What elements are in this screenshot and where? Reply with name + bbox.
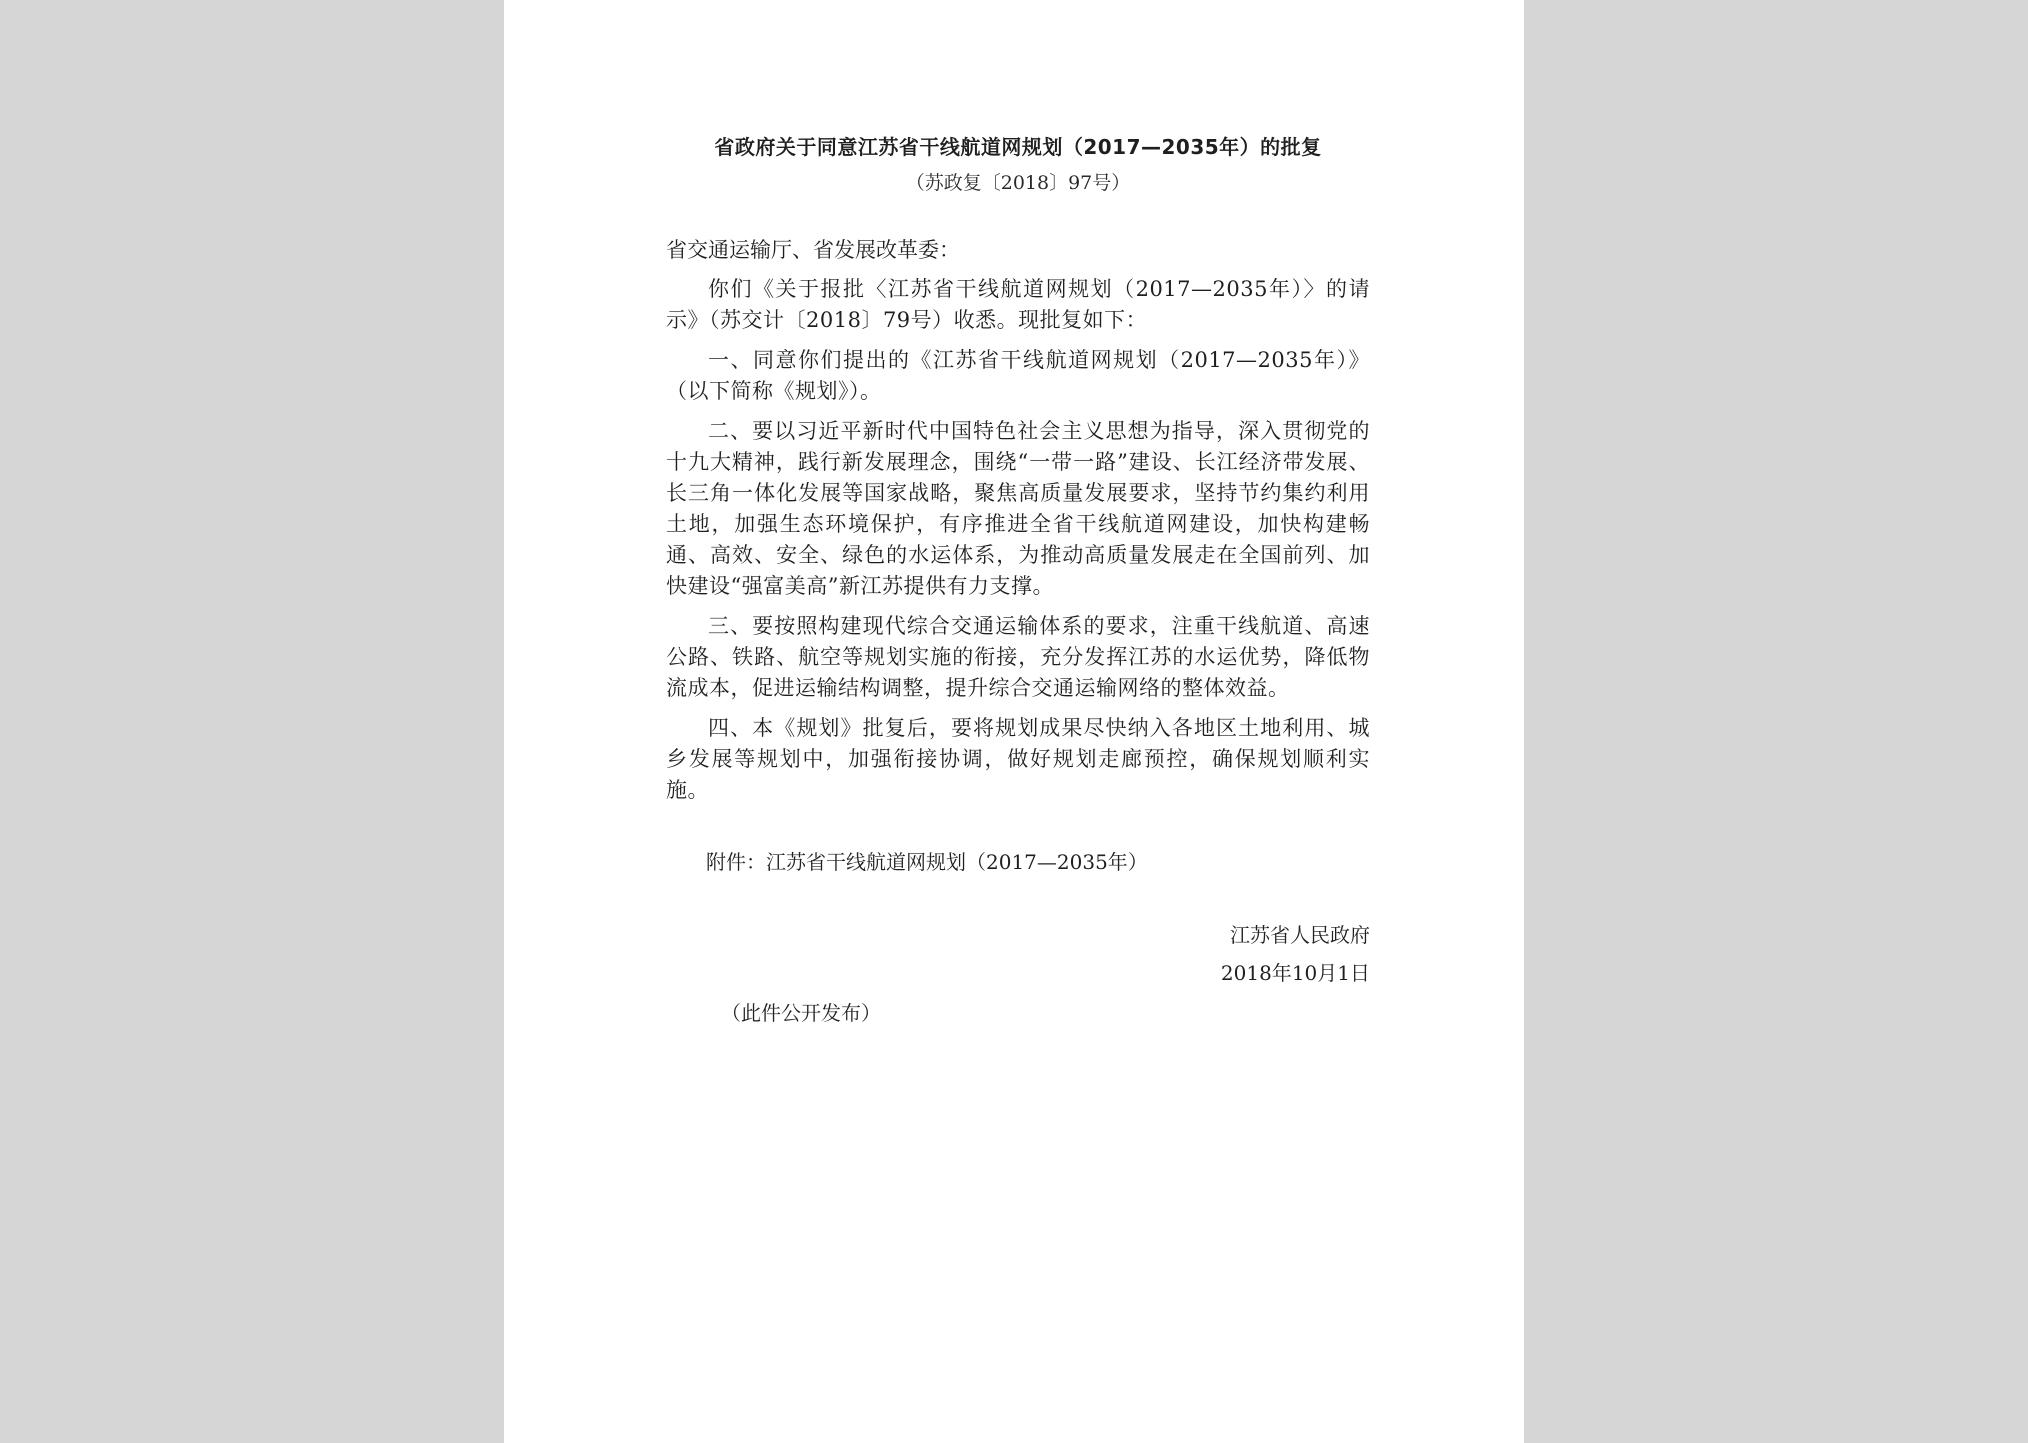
document-title: 省政府关于同意江苏省干线航道网规划（2017—2035年）的批复 xyxy=(714,135,1322,159)
paragraph-item-2: 二、要以习近平新时代中国特色社会主义思想为指导，深入贯彻党的十九大精神，践行新发展理念，围绕“一带一路”建设、长江经济带发展、长三角一体化发展等国家战略，聚焦高质量发展要求，坚持节约集约利用土地，加强生态环境保护，有序推进全省干线航道网建设，加快构建畅通、高效、安全、绿色的水运体系，为推动高质量发展走在全国前列、加快建设“强富美高”新江苏提供有力支撑。 xyxy=(666,419,1370,598)
release-note: （此件公开发布） xyxy=(721,1001,881,1025)
paragraph-item-3: 三、要按照构建现代综合交通运输体系的要求，注重干线航道、高速公路、铁路、航空等规划实施的衔接，充分发挥江苏的水运优势，降低物流成本，促进运输结构调整，提升综合交通运输网络的整体效益。 xyxy=(666,614,1370,700)
paragraph-item-4: 四、本《规划》批复后，要将规划成果尽快纳入各地区土地利用、城乡发展等规划中，加强衔接协调，做好规划走廊预控，确保规划顺利实施。 xyxy=(666,716,1370,802)
signature-organization: 江苏省人民政府 xyxy=(1230,923,1370,947)
paragraph-item-1: 一、同意你们提出的《江苏省干线航道网规划（2017—2035年）》（以下简称《规划》）。 xyxy=(666,348,1370,403)
salutation: 省交通运输厅、省发展改革委： xyxy=(666,238,960,262)
document-body xyxy=(666,128,1370,1030)
document-page xyxy=(504,0,1524,1443)
paragraph-intro: 你们《关于报批〈江苏省干线航道网规划（2017—2035年）〉的请示》（苏交计〔2018〕79号）收悉。现批复如下： xyxy=(666,277,1370,332)
document-number: （苏政复〔2018〕97号） xyxy=(905,172,1131,194)
signature-date: 2018年10月1日 xyxy=(1220,961,1370,985)
attachment-line: 附件：江苏省干线航道网规划（2017—2035年） xyxy=(706,850,1148,874)
